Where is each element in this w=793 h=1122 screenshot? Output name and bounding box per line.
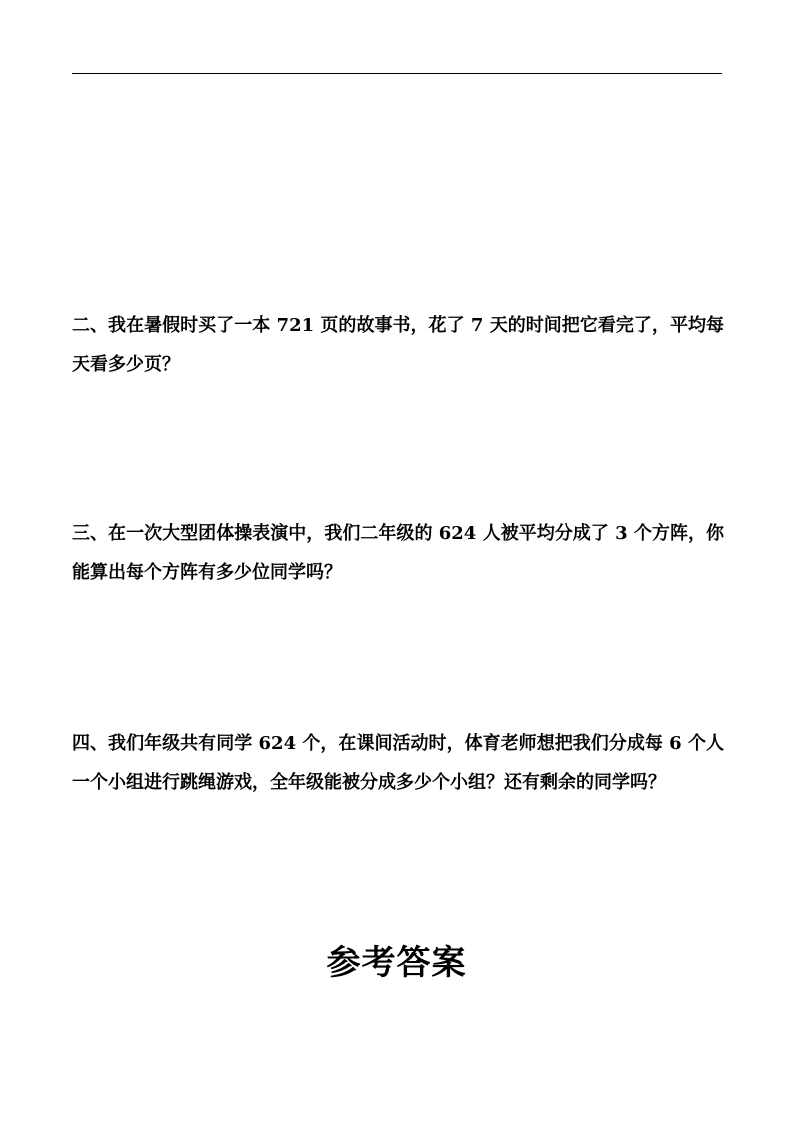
question-2: 二、我在暑假时买了一本 721 页的故事书，花了 7 天的时间把它看完了，平均每天看多少页？ (72, 315, 724, 375)
answer-section-title: 参考答案 (326, 943, 467, 983)
header-rule (72, 73, 722, 74)
question-4: 四、我们年级共有同学 624 个，在课间活动时，体育老师想把我们分成每 6 个人一个小组进行跳绳游戏，全年级能被分成多少个小组？还有剩余的同学吗？ (72, 733, 724, 793)
question-3: 三、在一次大型团体操表演中，我们二年级的 624 人被平均分成了 3 个方阵，你能算出每个方阵有多少位同学吗？ (72, 523, 724, 583)
